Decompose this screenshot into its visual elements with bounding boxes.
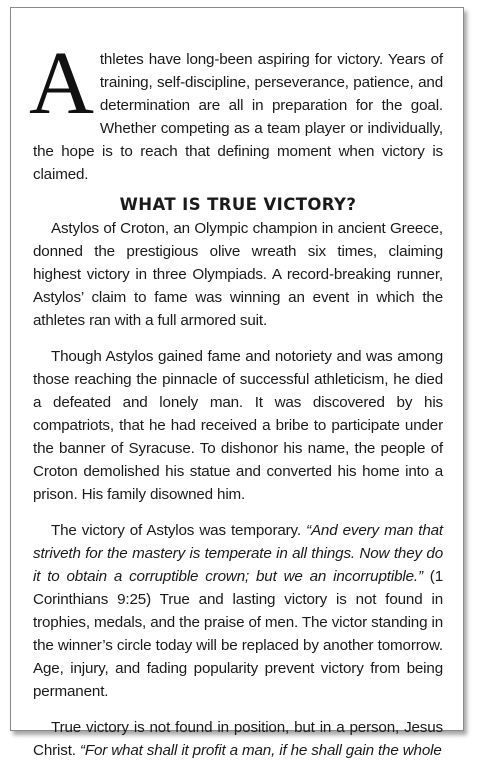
intro-paragraph	[29, 34, 443, 186]
paragraph-lead: True victory is not found in position, but in a person, Jesus Christ.	[33, 719, 443, 759]
scripture-quote: “For what shall it profit a man, if he shall gain the whole	[79, 742, 442, 759]
paragraph-true-victory	[33, 716, 443, 762]
section-heading: WHAT IS TRUE VICTORY?	[119, 195, 357, 214]
paragraph-astylos-downfall: Though Astylos gained fame and notoriety and was among those reaching the pinnacle of successful athleticism, he died a defeated and lonely man. It was discovered by his compatriots, that he had received a bribe to participate under the banner of Syracuse. To dishonor his name, the people of Croton demolished his statue and converted his home into a prison. His family disowned him.	[33, 348, 443, 503]
paragraph-astylos-intro: Astylos of Croton, an Olympic champion in ancient Greece, donned the prestigious olive wreath six times, claiming highest victory in three Olympiads. A record-breaking runner, Astylos’ claim to fame was winning an event in which the athletes ran with a full armored suit.	[33, 220, 443, 329]
paragraph-lead: The victory of Astylos was temporary.	[51, 522, 307, 539]
paragraph-temporary-victory	[33, 519, 443, 703]
article-body	[29, 34, 443, 775]
paragraph-rest: (1 Corinthians 9:25) True and lasting victory is not found in trophies, medals, and the praise of men. The victor standing in the winner’s circle today will be replaced by another tomorrow. Age, injury, and fading popularity prevent victory from being permanent.	[33, 568, 443, 700]
drop-cap: A	[29, 34, 94, 133]
scripture-quote: “And every man that striveth for the mastery is temperate in all things. Now they do it to obtain a corruptible crown; but we an incorruptible.”	[33, 522, 443, 585]
page	[10, 7, 464, 759]
intro-text: thletes have long-been aspiring for victory. Years of training, self-discipline, perseverance, patience, and determination are all in preparation for the goal. Whether competing as a team player or individually, the hope is to reach that defining moment when victory is claimed.	[33, 51, 443, 183]
